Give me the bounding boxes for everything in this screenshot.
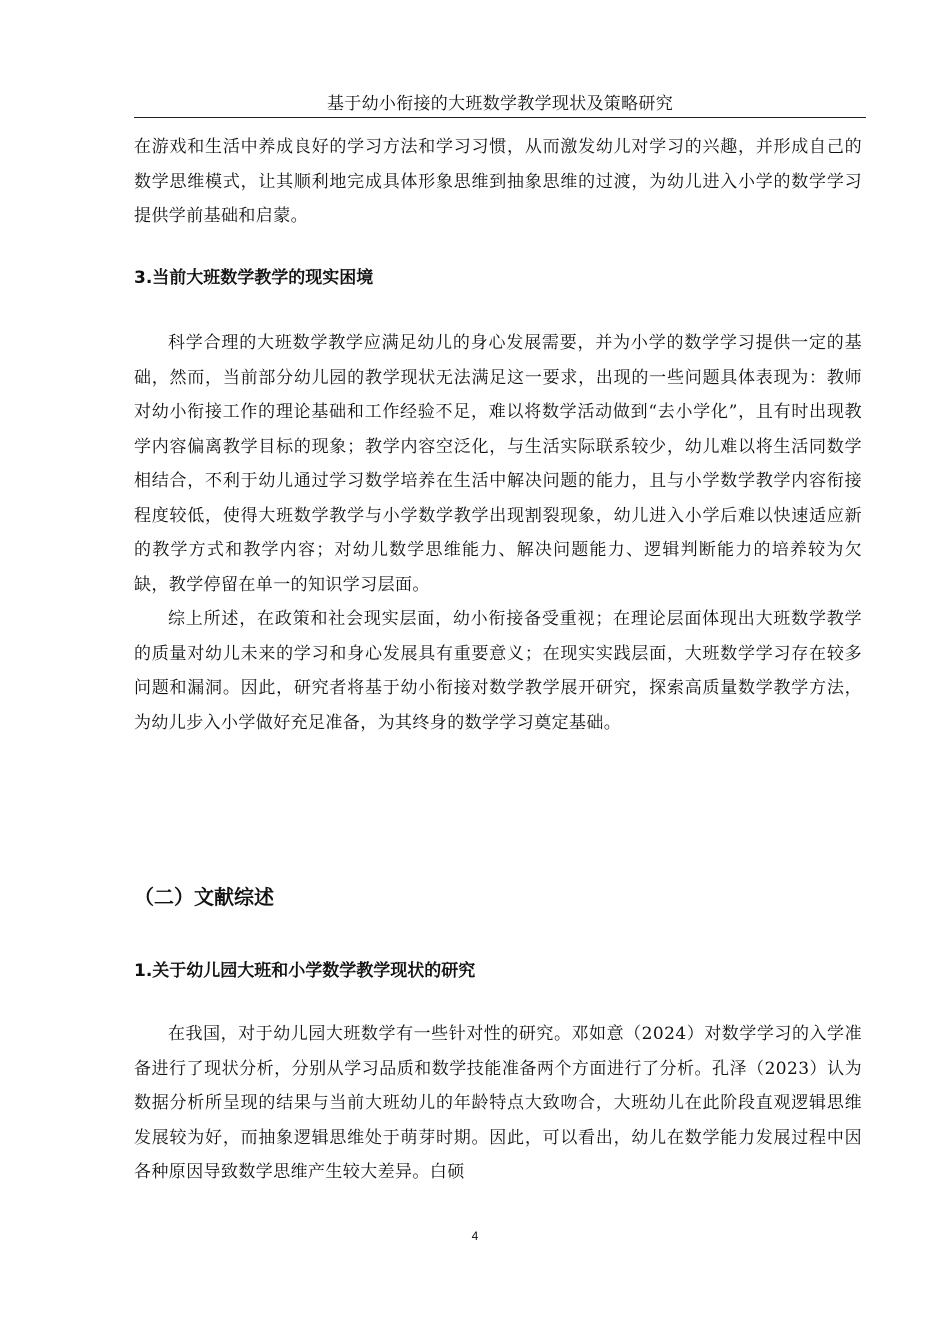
page-number: 4 bbox=[471, 1229, 479, 1243]
literature-paragraph-block bbox=[134, 1017, 862, 1190]
running-header: 基于幼小衔接的大班数学教学现状及策略研究 bbox=[327, 94, 673, 114]
heading-teaching-status-research: 1.关于幼儿园大班和小学数学教学现状的研究 bbox=[134, 961, 476, 981]
summary-paragraph: 综上所述，在政策和社会现实层面，幼小衔接备受重视；在理论层面体现出大班数学教学的质量对幼儿未来的学习和身心发展具有重要意义；在现实实践层面，大班数学学习存在较多问题和漏洞。因此，研究者将基于幼小衔接对数学教学展开研究，探索高质量数学教学方法，为幼儿步入小学做好充足准备，为其终身的数学学习奠定基础。 bbox=[134, 609, 862, 733]
dilemma-paragraph-block bbox=[134, 326, 862, 740]
intro-paragraph: 在游戏和生活中养成良好的学习方法和学习习惯，从而激发幼儿对学习的兴趣，并形成自己的数学思维模式，让其顺利地完成具体形象思维到抽象思维的过渡，为幼儿进入小学的数学学习提供学前基础和启蒙。 bbox=[134, 137, 862, 226]
heading-current-dilemma: 3.当前大班数学教学的现实困境 bbox=[134, 268, 374, 288]
dilemma-paragraph: 科学合理的大班数学教学应满足幼儿的身心发展需要，并为小学的数学学习提供一定的基础，然而，当前部分幼儿园的教学现状无法满足这一要求，出现的一些问题具体表现为：教师对幼小衔接工作的理论基础和工作经验不足，难以将数学活动做到“去小学化”，且有时出现教学内容偏离教学目标的现象；教学内容空泛化，与生活实际联系较少，幼儿难以将生活同数学相结合，不利于幼儿通过学习数学培养在生活中解决问题的能力，且与小学数学教学内容衔接程度较低，使得大班数学教学与小学数学教学出现割裂现象，幼儿进入小学后难以快速适应新的教学方式和教学内容；对幼儿数学思维能力、解决问题能力、逻辑判断能力的培养较为欠缺，教学停留在单一的知识学习层面。 bbox=[134, 333, 862, 595]
intro-paragraph-block bbox=[134, 130, 862, 234]
section-title-literature-review: （二）文献综述 bbox=[134, 885, 274, 909]
literature-paragraph: 在我国，对于幼儿园大班数学有一些针对性的研究。邓如意（2024）对数学学习的入学准备进行了现状分析，分别从学习品质和数学技能准备两个方面进行了分析。孔泽（2023）认为数据分析所呈现的结果与当前大班幼儿的年龄特点大致吻合，大班幼儿在此阶段直观逻辑思维发展较为好，而抽象逻辑思维处于萌芽时期。因此，可以看出，幼儿在数学能力发展过程中因各种原因导致数学思维产生较大差异。白硕 bbox=[134, 1024, 862, 1182]
header-rule bbox=[134, 117, 866, 118]
